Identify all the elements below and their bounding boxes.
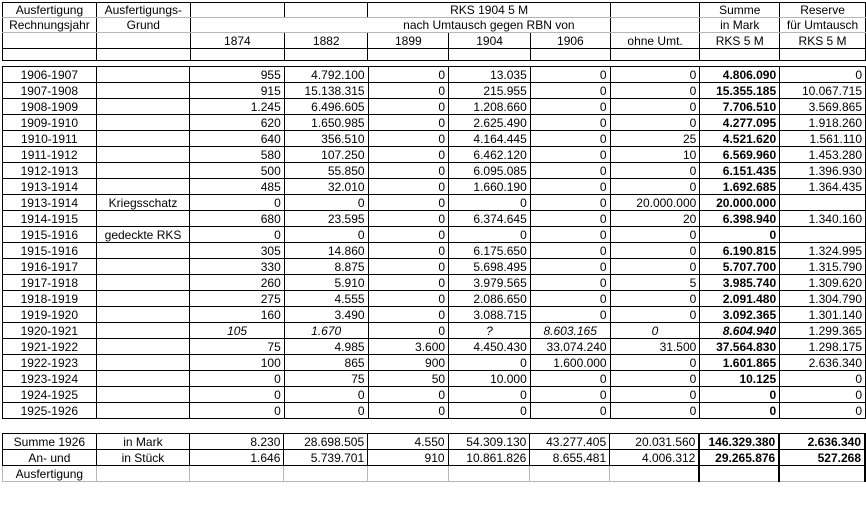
cell-summe: 2.091.480 [700,291,780,307]
cell-1904: 54.309.130 [448,434,530,450]
cell-year: 1923-1924 [3,371,97,387]
cell-1906: 33.074.240 [530,339,610,355]
header-year-1904: 1904 [449,33,531,49]
cell-1904: 13.035 [449,67,531,83]
cell-1899: 0 [368,195,449,211]
cell-summe: 6.151.435 [700,163,780,179]
cell-grund [96,307,190,323]
cell-1899: 0 [368,115,449,131]
table-row [3,67,866,83]
cell-ohne-umt: 0 [610,115,700,131]
cell-1882: 0 [284,227,368,243]
cell-year: 1919-1920 [3,307,97,323]
cell-year: 1913-1914 [3,179,97,195]
totals-table [2,433,866,482]
table-row [3,83,866,99]
cell-1882: 75 [284,371,368,387]
cell-1899: 0 [368,99,449,115]
cell-summe: 1.601.865 [700,355,780,371]
cell-1874: 0 [190,195,284,211]
cell-1904: 6.095.085 [449,163,531,179]
cell-reserve: 1.299.365 [780,323,866,339]
header-grund: Grund [96,18,190,33]
cell-reserve: 0 [780,403,866,419]
totals-label-in-mark: in Mark [96,434,189,450]
cell-1906: 8.655.481 [530,450,610,466]
cell-1874: 500 [190,163,284,179]
cell-1882: 5.739.701 [284,450,368,466]
cell-1874: 275 [190,291,284,307]
cell-1904: 3.979.565 [449,275,531,291]
cell-1904: 2.625.490 [449,115,531,131]
cell-grund [96,275,190,291]
cell-1906: 0 [530,83,610,99]
header-year-1906: 1906 [530,33,610,49]
cell-1874: 1.245 [190,99,284,115]
header-empty-cell [190,3,284,18]
cell-1899: 0 [368,243,449,259]
cell-1874: 0 [190,371,284,387]
cell-1904: 0 [449,403,531,419]
cell-1882: 32.010 [284,179,368,195]
header-ohne-umt: ohne Umt. [610,33,700,49]
cell-reserve: 1.315.790 [780,259,866,275]
cell-ohne-umt: 25 [610,131,700,147]
cell-reserve: 1.324.995 [780,243,866,259]
cell-ohne-umt: 0 [610,403,700,419]
table-row [3,259,866,275]
table-row [3,339,866,355]
cell-year: 1918-1919 [3,291,97,307]
header-year-1874: 1874 [190,33,284,49]
table-row [3,163,866,179]
cell-reserve: 2.636.340 [779,434,865,450]
header-empty-cell [190,18,284,33]
cell-year: 1917-1918 [3,275,97,291]
header-empty-cell [3,33,97,49]
cell-1904: ? [449,323,531,339]
cell-grund [96,211,190,227]
cell-1882: 8.875 [284,259,368,275]
cell-1899: 0 [368,403,449,419]
cell-1882: 55.850 [284,163,368,179]
cell-1899: 4.550 [368,434,448,450]
cell-1874: 1.646 [190,450,284,466]
cell-1874: 0 [190,227,284,243]
cell-1899: 0 [368,387,449,403]
cell-year: 1915-1916 [3,227,97,243]
cell-summe: 15.355.185 [700,83,780,99]
cell-1882: 0 [284,387,368,403]
cell-1906: 0 [530,131,610,147]
cell-reserve: 10.067.715 [780,83,866,99]
cell-1904: 1.208.660 [449,99,531,115]
cell-reserve: 1.364.435 [780,179,866,195]
cell-1906: 0 [530,291,610,307]
cell-reserve: 1.340.160 [780,211,866,227]
cell-1899: 3.600 [368,339,449,355]
cell-1906: 8.603.165 [530,323,610,339]
cell-1874: 75 [190,339,284,355]
cell-reserve: 1.309.620 [780,275,866,291]
table-row [3,179,866,195]
cell-ohne-umt: 0 [610,99,700,115]
cell-summe: 1.692.685 [700,179,780,195]
cell-summe: 0 [700,403,780,419]
cell-1882: 1.670 [284,323,368,339]
cell-grund [96,323,190,339]
totals-label-in-stueck: in Stück [96,450,189,466]
cell-1882: 107.250 [284,147,368,163]
cell-1899: 0 [368,307,449,323]
cell-year: 1911-1912 [3,147,97,163]
cell-1904: 10.861.826 [448,450,530,466]
cell-reserve: 1.396.930 [780,163,866,179]
cell-1874: 485 [190,179,284,195]
cell-1906: 0 [530,195,610,211]
header-ausfertigungs: Ausfertigungs- [96,3,190,18]
cell-summe: 146.329.380 [699,434,779,450]
cell-1904: 0 [449,227,531,243]
cell-year: 1913-1914 [3,195,97,211]
totals-row-stueck [3,450,866,466]
cell-1904: 215.955 [449,83,531,99]
cell-1899: 0 [368,211,449,227]
cell-year: 1924-1925 [3,387,97,403]
cell-ohne-umt: 5 [610,275,700,291]
header-rechnungsjahr: Rechnungsjahr [3,18,97,33]
cell-1906: 0 [530,243,610,259]
cell-1906: 0 [530,115,610,131]
cell-1899: 900 [368,355,449,371]
cell-grund [96,147,190,163]
header-empty-cell [285,18,368,33]
cell-1904: 6.462.120 [449,147,531,163]
cell-summe: 8.604.940 [700,323,780,339]
cell-reserve: 1.301.140 [780,307,866,323]
cell-1882: 28.698.505 [284,434,368,450]
cell-1906: 0 [530,259,610,275]
cell-grund [96,387,190,403]
totals-label-summe-1926: Summe 1926 [3,434,97,450]
cell-year: 1907-1908 [3,83,97,99]
cell-grund [96,83,190,99]
table-row [3,131,866,147]
cell-summe: 0 [700,387,780,403]
cell-ohne-umt: 0 [610,259,700,275]
cell-reserve: 1.918.260 [780,115,866,131]
cell-1874: 260 [190,275,284,291]
cell-1899: 0 [368,83,449,99]
header-summe-rks: RKS 5 M [700,33,780,49]
cell-1882: 356.510 [284,131,368,147]
table-row [3,195,866,211]
cell-1882: 865 [284,355,368,371]
cell-1874: 620 [190,115,284,131]
header-reserve-rks: RKS 5 M [780,33,866,49]
cell-reserve [780,195,866,211]
cell-reserve: 1.304.790 [780,291,866,307]
header-group-title: RKS 1904 5 M [368,3,610,18]
cell-1904: 0 [449,387,531,403]
cell-1904: 1.660.190 [449,179,531,195]
cell-summe: 3.092.365 [700,307,780,323]
cell-1882: 3.490 [284,307,368,323]
cell-1899: 50 [368,371,449,387]
cell-1904: 0 [449,195,531,211]
cell-reserve: 527.268 [779,450,865,466]
cell-year: 1914-1915 [3,211,97,227]
cell-reserve: 1.561.110 [780,131,866,147]
cell-1906: 0 [530,371,610,387]
cell-grund [96,339,190,355]
table-row [3,227,866,243]
cell-1899: 0 [368,67,449,83]
table-row [3,371,866,387]
cell-grund [96,67,190,83]
cell-1906: 0 [530,163,610,179]
cell-1899: 910 [368,450,448,466]
header-summe-in-mark: in Mark [700,18,780,33]
cell-grund [96,179,190,195]
cell-1904: 10.000 [449,371,531,387]
cell-1874: 160 [190,307,284,323]
cell-year: 1915-1916 [3,243,97,259]
table-row [3,211,866,227]
table-row [3,115,866,131]
cell-1874: 100 [190,355,284,371]
cell-grund [96,355,190,371]
cell-year: 1912-1913 [3,163,97,179]
header-row-1 [3,3,866,18]
cell-grund [96,99,190,115]
cell-year: 1909-1910 [3,115,97,131]
cell-1899: 0 [368,259,449,275]
cell-1906: 0 [530,403,610,419]
cell-summe: 5.707.700 [700,259,780,275]
cell-1904: 4.450.430 [449,339,531,355]
cell-reserve: 0 [780,387,866,403]
cell-summe: 4.806.090 [700,67,780,83]
cell-summe: 7.706.510 [700,99,780,115]
header-year-1882: 1882 [285,33,368,49]
header-empty-cell [610,18,700,33]
cell-summe: 10.125 [700,371,780,387]
cell-1899: 0 [368,227,449,243]
cell-summe: 4.277.095 [700,115,780,131]
cell-ohne-umt: 0 [610,323,700,339]
cell-summe: 6.398.940 [700,211,780,227]
cell-grund [96,291,190,307]
cell-year: 1920-1921 [3,323,97,339]
cell-1906: 0 [530,211,610,227]
cell-1882: 1.650.985 [284,115,368,131]
cell-1906: 1.600.000 [530,355,610,371]
cell-ohne-umt: 0 [610,291,700,307]
cell-grund [96,115,190,131]
cell-1882: 5.910 [284,275,368,291]
cell-1874: 640 [190,131,284,147]
cell-1904: 3.088.715 [449,307,531,323]
cell-ohne-umt: 4.006.312 [610,450,700,466]
cell-grund: Kriegsschatz [96,195,190,211]
cell-1899: 0 [368,147,449,163]
cell-year: 1906-1907 [3,67,97,83]
cell-reserve: 2.636.340 [780,355,866,371]
cell-1882: 0 [284,195,368,211]
table-row [3,403,866,419]
cell-1874: 330 [190,259,284,275]
cell-1906: 0 [530,147,610,163]
header-empty-cell [285,3,368,18]
header-summe: Summe [700,3,780,18]
cell-ohne-umt: 20.000.000 [610,195,700,211]
cell-year: 1910-1911 [3,131,97,147]
cell-1899: 0 [368,275,449,291]
cell-reserve: 0 [780,371,866,387]
cell-ohne-umt: 0 [610,371,700,387]
cell-1906: 0 [530,99,610,115]
cell-1882: 4.555 [284,291,368,307]
cell-1874: 0 [190,387,284,403]
cell-1874: 580 [190,147,284,163]
cell-ohne-umt: 31.500 [610,339,700,355]
cell-grund [96,131,190,147]
cell-year: 1922-1923 [3,355,97,371]
cell-summe: 3.985.740 [700,275,780,291]
header-row-3 [3,33,866,49]
cell-1906: 0 [530,179,610,195]
header-reserve: Reserve [780,3,866,18]
cell-ohne-umt: 0 [610,243,700,259]
cell-summe: 0 [700,227,780,243]
cell-ohne-umt: 0 [610,307,700,323]
cell-ohne-umt: 0 [610,179,700,195]
cell-summe: 37.564.830 [700,339,780,355]
cell-grund: gedeckte RKS [96,227,190,243]
cell-summe: 29.265.876 [699,450,779,466]
totals-row-footer [3,466,866,482]
cell-1904: 0 [449,355,531,371]
cell-ohne-umt: 0 [610,83,700,99]
totals-label-an-und: An- und [3,450,97,466]
totals-row-mark [3,434,866,450]
cell-1904: 2.086.650 [449,291,531,307]
cell-1874: 915 [190,83,284,99]
cell-summe: 6.569.960 [700,147,780,163]
cell-ohne-umt: 0 [610,355,700,371]
cell-year: 1921-1922 [3,339,97,355]
cell-1899: 0 [368,179,449,195]
table-row [3,275,866,291]
cell-1882: 6.496.605 [284,99,368,115]
cell-1904: 6.175.650 [449,243,531,259]
table-row [3,355,866,371]
cell-ohne-umt: 0 [610,227,700,243]
cell-year: 1916-1917 [3,259,97,275]
table-row [3,323,866,339]
cell-1906: 0 [530,227,610,243]
cell-1882: 23.595 [284,211,368,227]
cell-1882: 4.792.100 [284,67,368,83]
header-empty-cell [610,3,700,18]
cell-1899: 0 [368,323,449,339]
cell-reserve: 1.298.175 [780,339,866,355]
table-row [3,243,866,259]
table-row [3,387,866,403]
header-row-spacer [3,49,866,61]
cell-grund [96,243,190,259]
cell-1904: 5.698.495 [449,259,531,275]
cell-summe: 4.521.620 [700,131,780,147]
cell-1906: 0 [530,275,610,291]
cell-grund [96,371,190,387]
cell-1906: 0 [530,67,610,83]
cell-1882: 14.860 [284,243,368,259]
totals-label-ausfertigung: Ausfertigung [3,466,97,482]
cell-reserve: 3.569.865 [780,99,866,115]
cell-1874: 0 [190,403,284,419]
cell-year: 1908-1909 [3,99,97,115]
cell-1874: 8.230 [190,434,284,450]
header-empty-cell [96,33,190,49]
cell-ohne-umt: 20 [610,211,700,227]
cell-summe: 20.000.000 [700,195,780,211]
cell-1882: 15.138.315 [284,83,368,99]
data-table [2,66,866,419]
cell-1882: 4.985 [284,339,368,355]
cell-ohne-umt: 0 [610,67,700,83]
cell-1906: 0 [530,387,610,403]
cell-ohne-umt: 20.031.560 [610,434,700,450]
table-row [3,291,866,307]
cell-ohne-umt: 10 [610,147,700,163]
cell-1874: 955 [190,67,284,83]
cell-grund [96,403,190,419]
cell-1874: 305 [190,243,284,259]
cell-grund [96,163,190,179]
cell-summe: 6.190.815 [700,243,780,259]
cell-1906: 43.277.405 [530,434,610,450]
header-year-1899: 1899 [368,33,449,49]
cell-1904: 6.374.645 [449,211,531,227]
cell-1882: 0 [284,403,368,419]
cell-1899: 0 [368,291,449,307]
cell-reserve: 0 [780,67,866,83]
header-group-subtitle: nach Umtausch gegen RBN von [368,18,610,33]
cell-1899: 0 [368,163,449,179]
table-header [2,2,866,61]
cell-1906: 0 [530,307,610,323]
table-row [3,99,866,115]
table-row [3,307,866,323]
cell-1904: 4.164.445 [449,131,531,147]
cell-ohne-umt: 0 [610,163,700,179]
cell-grund [96,259,190,275]
cell-1874: 680 [190,211,284,227]
header-reserve-fuer-umtausch: für Umtausch [780,18,866,33]
header-ausfertigung: Ausfertigung [3,3,97,18]
cell-reserve [780,227,866,243]
cell-1899: 0 [368,131,449,147]
cell-reserve: 1.453.280 [780,147,866,163]
cell-ohne-umt: 0 [610,387,700,403]
cell-year: 1925-1926 [3,403,97,419]
table-row [3,147,866,163]
cell-1874: 105 [190,323,284,339]
header-row-2 [3,18,866,33]
